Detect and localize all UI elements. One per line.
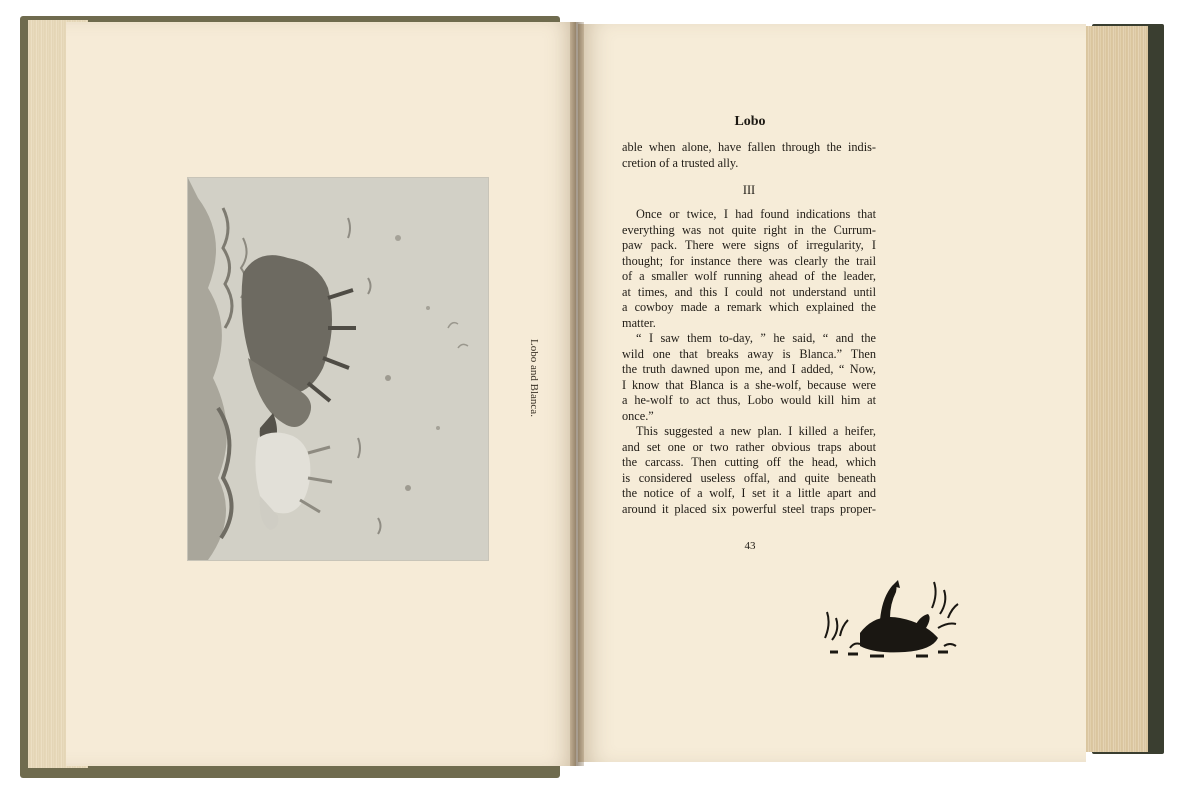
text-line: thought; for instance there was clearly the trail [622,253,876,268]
text-line: This suggested a new plan. I killed a heifer, [636,424,876,438]
illustration-plate [187,177,489,561]
page-edges-right [1080,26,1148,752]
text-line: the notice of a wolf, I set it a little apart and [622,486,876,500]
page-number: 43 [744,540,756,552]
text-line: matter. [622,315,656,330]
wolves-illustration [188,178,488,560]
text-line: is considered useless offal, and quite beneath [622,470,876,485]
page-text [622,140,876,517]
text-line: once.” [622,408,654,423]
text-line: around it placed six powerful steel traps proper- [622,501,876,516]
text-line: wild one that breaks away is Blanca.” Then [622,346,876,361]
text-line: the carcass. Then cutting off the head, which [622,455,876,469]
text-line: the truth dawned upon me, and I added, “ Now, [622,362,876,376]
text-line: “ I saw them to-day, ” he said, “ and the [636,331,876,345]
text-line: able when alone, have fallen through the indis- [622,140,876,154]
plate-caption: Lobo and Blanca. [528,339,540,417]
text-line: paw pack. There were signs of irregularity, I [622,238,876,252]
section-number: III [742,183,756,197]
text-line: a he-wolf to act thus, Lobo would kill him at [622,393,876,407]
text-line: I know that Blanca is a she-wolf, because were [622,377,876,392]
text-line: and set one or two rather obvious traps about [622,439,876,454]
text-line: of a smaller wolf running ahead of the leader, [622,269,876,283]
text-line: Once or twice, I had found indications that [636,207,876,221]
text-line: at times, and this I could not understand until [622,284,876,299]
text-line: a cowboy made a remark which explained the [622,300,876,314]
wolf-vignette-icon [820,578,965,663]
text-line: everything was not quite right in the Currum- [622,222,876,237]
running-head: Lobo [734,114,766,129]
text-line: cretion of a trusted ally. [622,155,739,170]
book-gutter [570,22,584,766]
